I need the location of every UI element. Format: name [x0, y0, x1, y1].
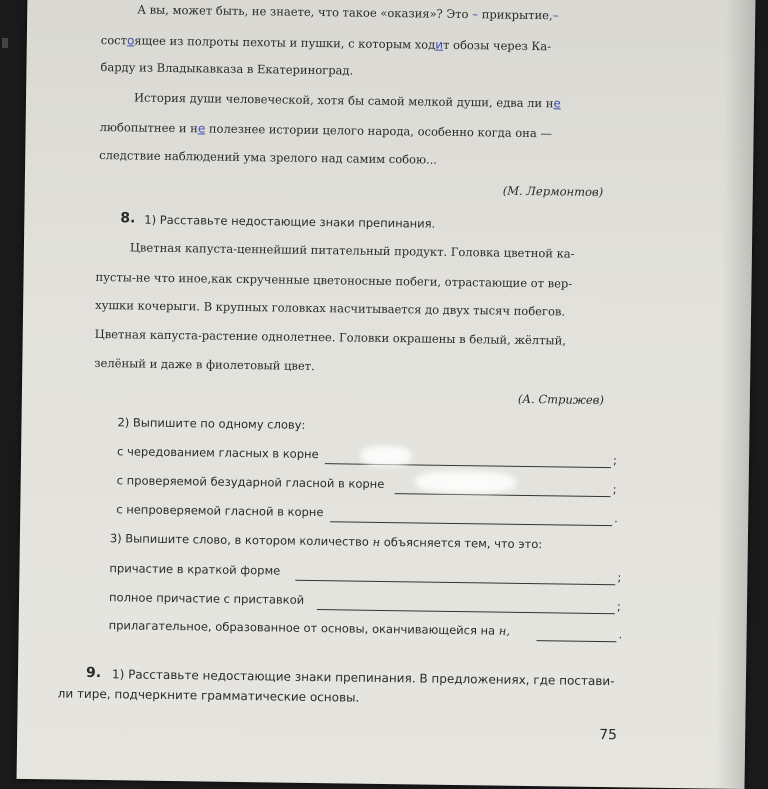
excerpt-line-2: состоящее из полроты пехоты и пушки, с которым ходит обозы через Ка- [100, 32, 552, 54]
task-9-line-1: 1) Расставьте недостающие знаки препинания. В предложениях, где постави- [111, 667, 615, 689]
page-number: 75 [599, 727, 618, 744]
excerpt-line-1: А вы, может быть, не знаете, что такое «оказия»? Это – прикрытие,– [137, 2, 559, 23]
photo-glare [361, 446, 411, 467]
task-8-text-3: хушки кочерыги. В крупных головках насчитывается до двух тысяч побегов. [95, 297, 566, 319]
part-3-item-3-answer-line[interactable] [536, 640, 616, 642]
task-8-text-2: пусты-не что иное,как скрученные цветоносные побеги, отрастающие от вер- [95, 269, 573, 291]
task-8-author: (А. Стрижев) [517, 391, 605, 408]
task-8-instruction: 1) Расставьте недостающие знаки препинания. [144, 212, 436, 231]
excerpt-line-4: История души человеческой, хотя бы самой мелкой души, едва ли не [133, 90, 561, 111]
part-2-item-3-label: с непроверяемой гласной в корне [116, 502, 324, 520]
binding-mark [2, 38, 8, 48]
task-9-line-2: ли тире, подчеркните грамматические основы. [57, 686, 360, 705]
part-2-item-2-answer-line[interactable] [395, 493, 611, 497]
task-8-text-5: зелёный и даже в фиолетовый цвет. [94, 355, 315, 374]
part-3-item-1-answer-line[interactable] [295, 580, 615, 585]
part-3-item-1-label: причастие в краткой форме [109, 561, 281, 578]
excerpt-line-6: следствие наблюдений ума зрелого над самим собою... [99, 147, 438, 167]
task-8-text-1: Цветная капуста-ценнейший питательный продукт. Головка цветной ка- [129, 240, 575, 261]
photo-glare [416, 470, 516, 493]
task-8-number: 8. [120, 210, 136, 227]
part-3-item-3-label: прилагательное, образованное от основы, оканчивающейся на н, [108, 618, 511, 638]
task-9-number: 9. [85, 664, 102, 682]
part-2-item-1-label: с чередованием гласных в корне [117, 444, 319, 462]
part-3-item-2-answer-line[interactable] [317, 609, 615, 614]
part-3-item-2-label: полное причастие с приставкой [108, 590, 305, 607]
part-2-item-2-label: с проверяемой безударной гласной в корне [116, 473, 385, 491]
task-8-text-4: Цветная капуста-растение однолетнее. Головки окрашены в белый, жёлтый, [94, 326, 567, 348]
excerpt-line-5: любопытнее и не полезнее истории целого народа, особенно когда она — [99, 119, 552, 141]
task-8-part-3-title: 3) Выпишите слово, в котором количество н объясняется тем, что это: [109, 531, 543, 552]
excerpt-line-3: барду из Владыкавказа в Екатериноград. [100, 59, 354, 78]
excerpt-author: (М. Лермонтов) [502, 183, 604, 200]
textbook-page: · А вы, может быть, не знаете, что такое «оказия»? Это – прикрытие,– состоящее из полроты пехоты и пушки, с которым ходит обозы через Ка- барду из Владыкавказа в Екатериноград. История души человеческой, хотя бы самой мелкой души, едва ли не любопытнее и не полезнее истории целого народа, особенно когда она — следствие наблюдений ума зрелого над самим собою... (М. Лермонтов) 8. 1) Расставьте недостающие знаки препинания. Цветная капуста-ценнейший питательный продукт. Головка цветной ка- пусты-не что иное,как скрученные цветоносные побеги, отрастающие от вер- хушки кочерыги. В крупных головках насчитывается до двух тысяч побегов. Цветная капуста-растение однолетнее. Головки окрашены в белый, жёлтый, зелёный и даже в фиолетовый цвет. (А. Стрижев) 2) Выпишите по одному слову: с чередованием гласных в корне ; с проверяемой безударной гласной в корне ; с непроверяемой гласной в корне . 3) Выпишите слово, в котором количество н объясняется тем, что это: причастие в краткой форме ; полное причастие с приставкой ; прилагательное, образованное от основы, оканчивающейся на н, . 9. 1) Расставьте недостающие знаки препинания. В предложениях, где постави- ли тире, подчеркните грамматические основы. 75 [17, 0, 756, 789]
part-2-item-3-answer-line[interactable] [330, 521, 612, 526]
task-8-part-2-title: 2) Выпишите по одному слову: [117, 415, 306, 432]
